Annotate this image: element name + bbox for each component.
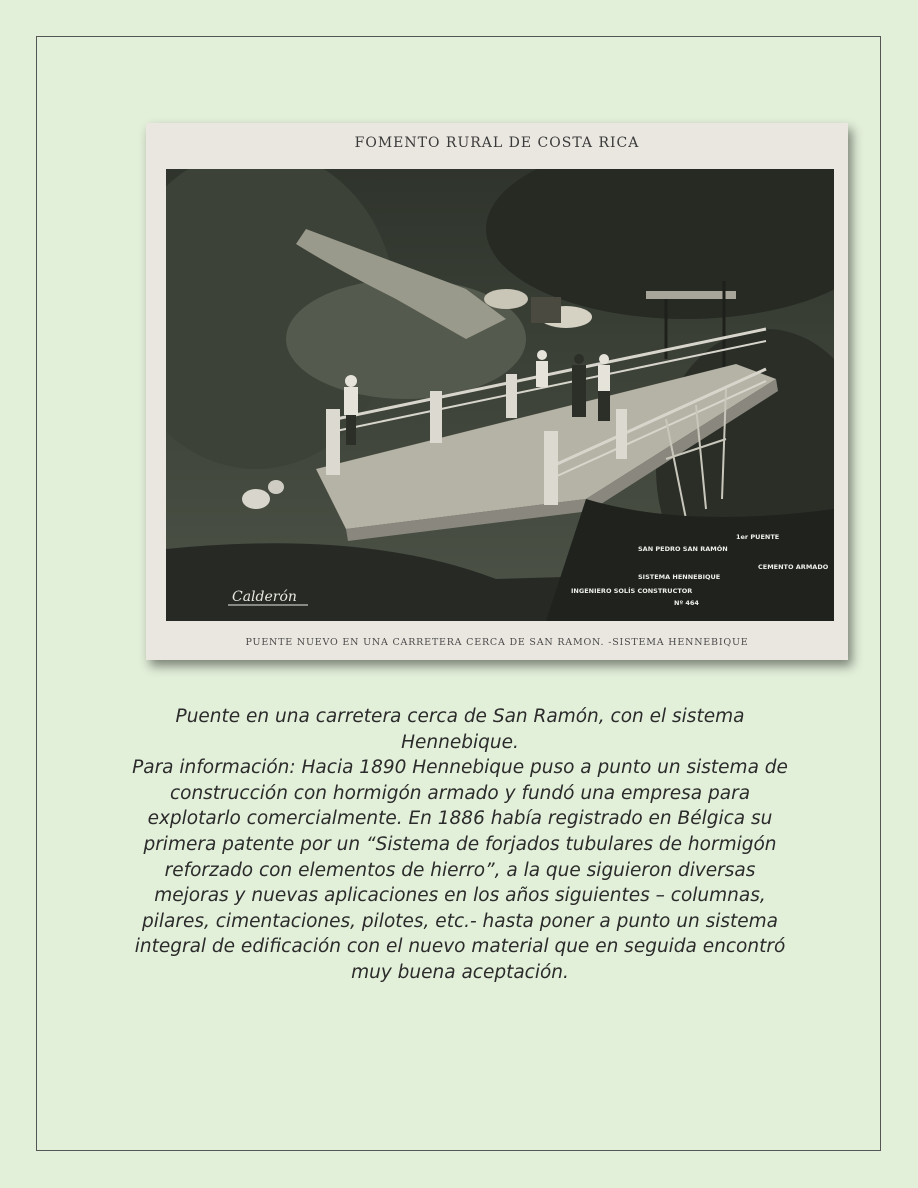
- bridge-photo-illustration: [166, 169, 834, 621]
- photo-header: FOMENTO RURAL DE COSTA RICA: [354, 135, 640, 151]
- historic-photo-card: [146, 123, 848, 660]
- caption-block: [130, 704, 790, 986]
- caption-body: Para información: Hacia 1890 Hennebique puso a punto un sistema de construcción con hormigón armado y fundó una empresa para explotarlo comercialmente. En 1886 había registrado en Bélgica su primera patente por un “Sistema de forjados tubulares de hormigón reforzado con elementos de hierro”, a la que siguieron diversas mejoras y nuevas aplicaciones en los años siguientes – columnas, pilares, cimentaciones, pilotes, etc.- hasta poner a punto un sistema integral de edificación con el nuevo material que en seguida encontró muy buena aceptación.: [132, 757, 788, 983]
- inscription-line-2: SAN PEDRO SAN RAMÓN: [638, 545, 728, 553]
- inscription-line-1: 1er PUENTE: [736, 533, 780, 541]
- inscription-line-3: CEMENTO ARMADO: [758, 563, 829, 571]
- inscription-line-6: Nº 464: [674, 599, 699, 607]
- inscription-line-4: SISTEMA HENNEBIQUE: [638, 573, 721, 581]
- caption-title: Puente en una carretera cerca de San Ramón, con el sistema Hennebique.: [175, 706, 745, 753]
- bridge-photograph: [166, 169, 834, 621]
- photographer-signature: Calderón: [232, 589, 297, 605]
- inscription-line-5: INGENIERO SOLÍS CONSTRUCTOR: [571, 587, 693, 595]
- photo-footer: PUENTE NUEVO EN UNA CARRETERA CERCA DE SAN RAMON. -SISTEMA HENNEBIQUE: [245, 637, 749, 648]
